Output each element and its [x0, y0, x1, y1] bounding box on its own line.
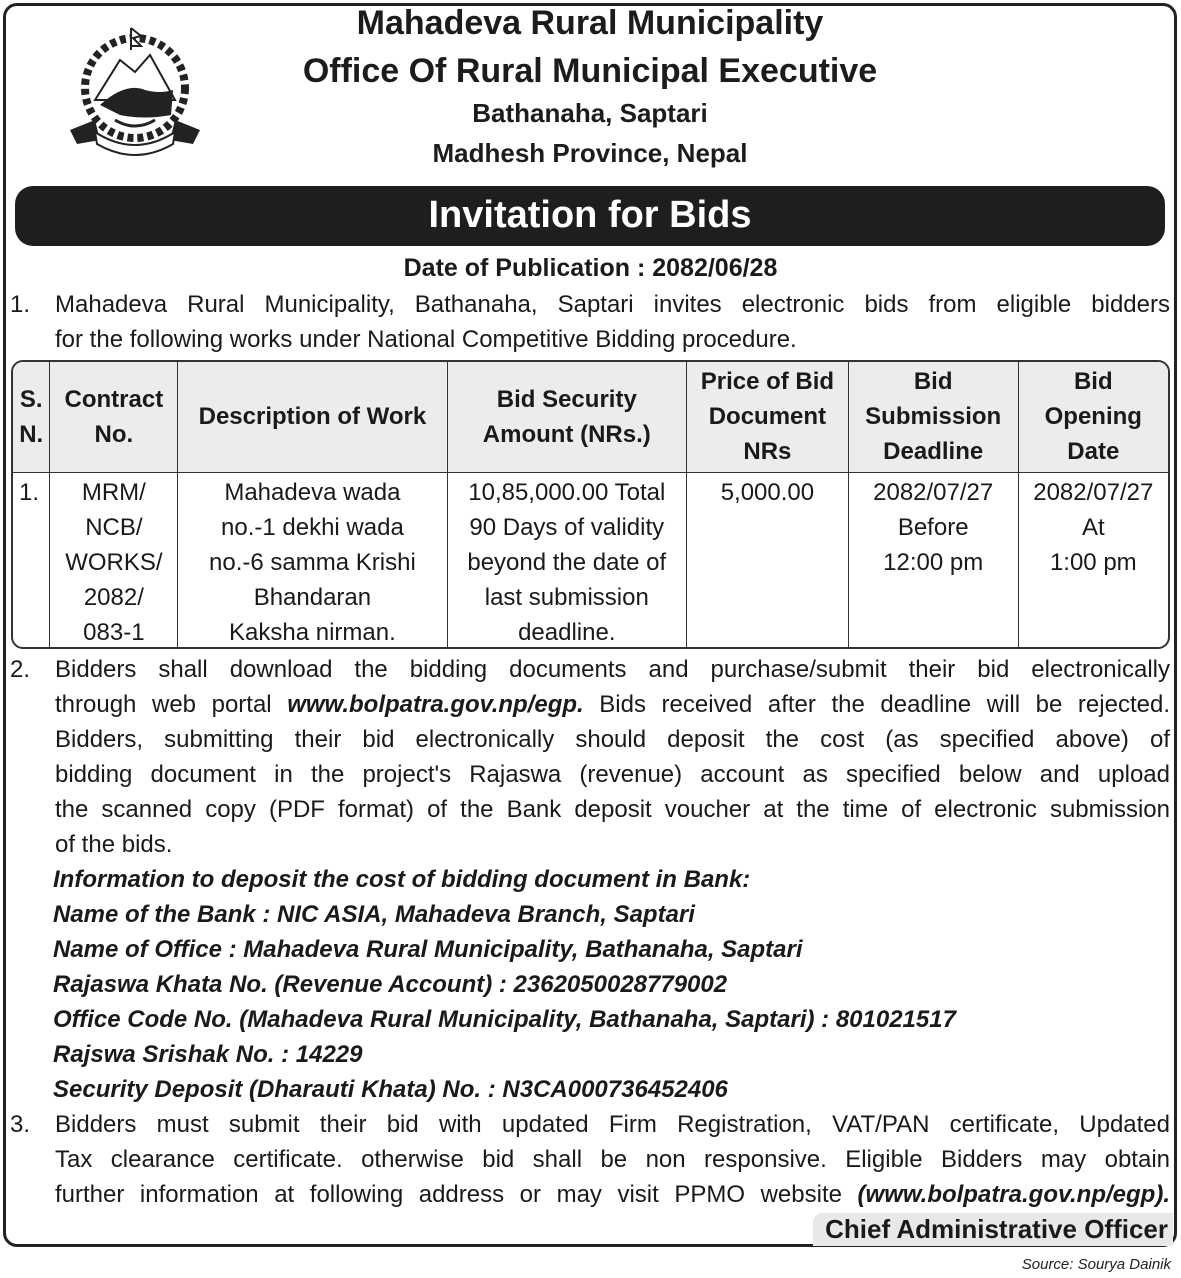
col-header-bid-security: Bid Security Amount (NRs.) [447, 362, 686, 472]
bid-table [11, 360, 1170, 649]
table-header-row [13, 362, 1168, 472]
office-name: Office Of Rural Municipal Executive [302, 52, 878, 90]
paragraph-line: Mahadeva Rural Municipality, Bathanaha, Saptari invites electronic bids from eligible bidders [55, 291, 1170, 318]
cell-doc-price: 5,000.00 [687, 472, 849, 649]
cell-sn: 1. [13, 472, 50, 649]
paragraph-line: through web portal www.bolpatra.gov.np/egp. Bids received after the deadline will be rejected. [55, 691, 1170, 718]
paragraph-number: 2. [10, 656, 31, 683]
paragraph-1 [10, 287, 1170, 357]
col-header-contract-no: Contract No. [50, 362, 178, 472]
source-credit: Source: Sourya Dainik [1021, 1256, 1171, 1273]
col-header-opening-date: Bid Opening Date [1018, 362, 1168, 472]
cell-description: Mahadeva wada no.-1 dekhi wada no.-6 samma Krishi Bhandaran Kaksha nirman. [178, 472, 447, 649]
cell-opening-date: 2082/07/27 At 1:00 pm [1018, 472, 1168, 649]
paragraph-2 [10, 652, 1170, 862]
publication-date: Date of Publication : 2082/06/28 [403, 254, 778, 282]
paragraph-3 [10, 1107, 1170, 1212]
col-header-submission-deadline: Bid Submission Deadline [848, 362, 1018, 472]
ppmo-website-link[interactable]: (www.bolpatra.gov.np/egp). [857, 1181, 1170, 1208]
col-header-description: Description of Work [178, 362, 447, 472]
bolpatra-link[interactable]: www.bolpatra.gov.np/egp. [287, 691, 584, 718]
paragraph-line: for the following works under National Competitive Bidding procedure. [55, 326, 797, 353]
notice-title-banner [15, 186, 1165, 246]
signatory-title: Chief Administrative Officer [813, 1213, 1173, 1246]
cell-bid-security: 10,85,000.00 Total 90 Days of validity beyond the date of last submission deadline. [447, 472, 686, 649]
province-country: Madhesh Province, Nepal [432, 138, 748, 168]
paragraph-line: Bidders shall download the bidding documents and purchase/submit their bid electronically [55, 656, 1170, 683]
paragraph-line: of the bids. [55, 831, 173, 858]
revenue-account-no: Rajaswa Khata No. (Revenue Account) : 2362050028779002 [53, 971, 728, 998]
office-location: Bathanaha, Saptari [472, 98, 708, 128]
notice-title: Invitation for Bids [428, 194, 752, 236]
paragraph-line: Bidders must submit their bid with updated Firm Registration, VAT/PAN certificate, Updated [55, 1111, 1170, 1138]
srishak-no: Rajswa Srishak No. : 14229 [53, 1041, 363, 1068]
bank-name: Name of the Bank : NIC ASIA, Mahadeva Branch, Saptari [53, 901, 695, 928]
paragraph-line: Tax clearance certificate. otherwise bid shall be non responsive. Eligible Bidders may obtain [55, 1146, 1170, 1173]
paragraph-line: further information at following address or may visit PPMO website (www.bolpatra.gov.np/egp). [55, 1181, 1170, 1208]
office-account-name: Name of Office : Mahadeva Rural Municipality, Bathanaha, Saptari [53, 936, 803, 963]
bank-deposit-info [53, 862, 956, 1107]
paragraph-line: bidding document in the project's Rajaswa (revenue) account as specified below and upload [55, 761, 1170, 788]
office-code-no: Office Code No. (Mahadeva Rural Municipality, Bathanaha, Saptari) : 801021517 [53, 1006, 956, 1033]
bank-info-heading: Information to deposit the cost of bidding document in Bank: [53, 866, 751, 893]
cell-submission-deadline: 2082/07/27 Before 12:00 pm [848, 472, 1018, 649]
paragraph-number: 1. [10, 291, 31, 318]
paragraph-line: the scanned copy (PDF format) of the Bank deposit voucher at the time of electronic submission [55, 796, 1170, 823]
security-deposit-no: Security Deposit (Dharauti Khata) No. : N3CA000736452406 [53, 1076, 728, 1103]
col-header-doc-price: Price of Bid Document NRs [687, 362, 849, 472]
table-row [13, 472, 1168, 649]
cell-contract-no: MRM/ NCB/ WORKS/ 2082/ 083-1 [50, 472, 178, 649]
nepal-emblem-icon [65, 20, 205, 160]
col-header-sn: S. N. [13, 362, 50, 472]
municipality-name: Mahadeva Rural Municipality [356, 4, 824, 42]
paragraph-line: Bidders, submitting their bid electronically should deposit the cost (as specified above) of [55, 726, 1170, 753]
paragraph-number: 3. [10, 1111, 31, 1138]
